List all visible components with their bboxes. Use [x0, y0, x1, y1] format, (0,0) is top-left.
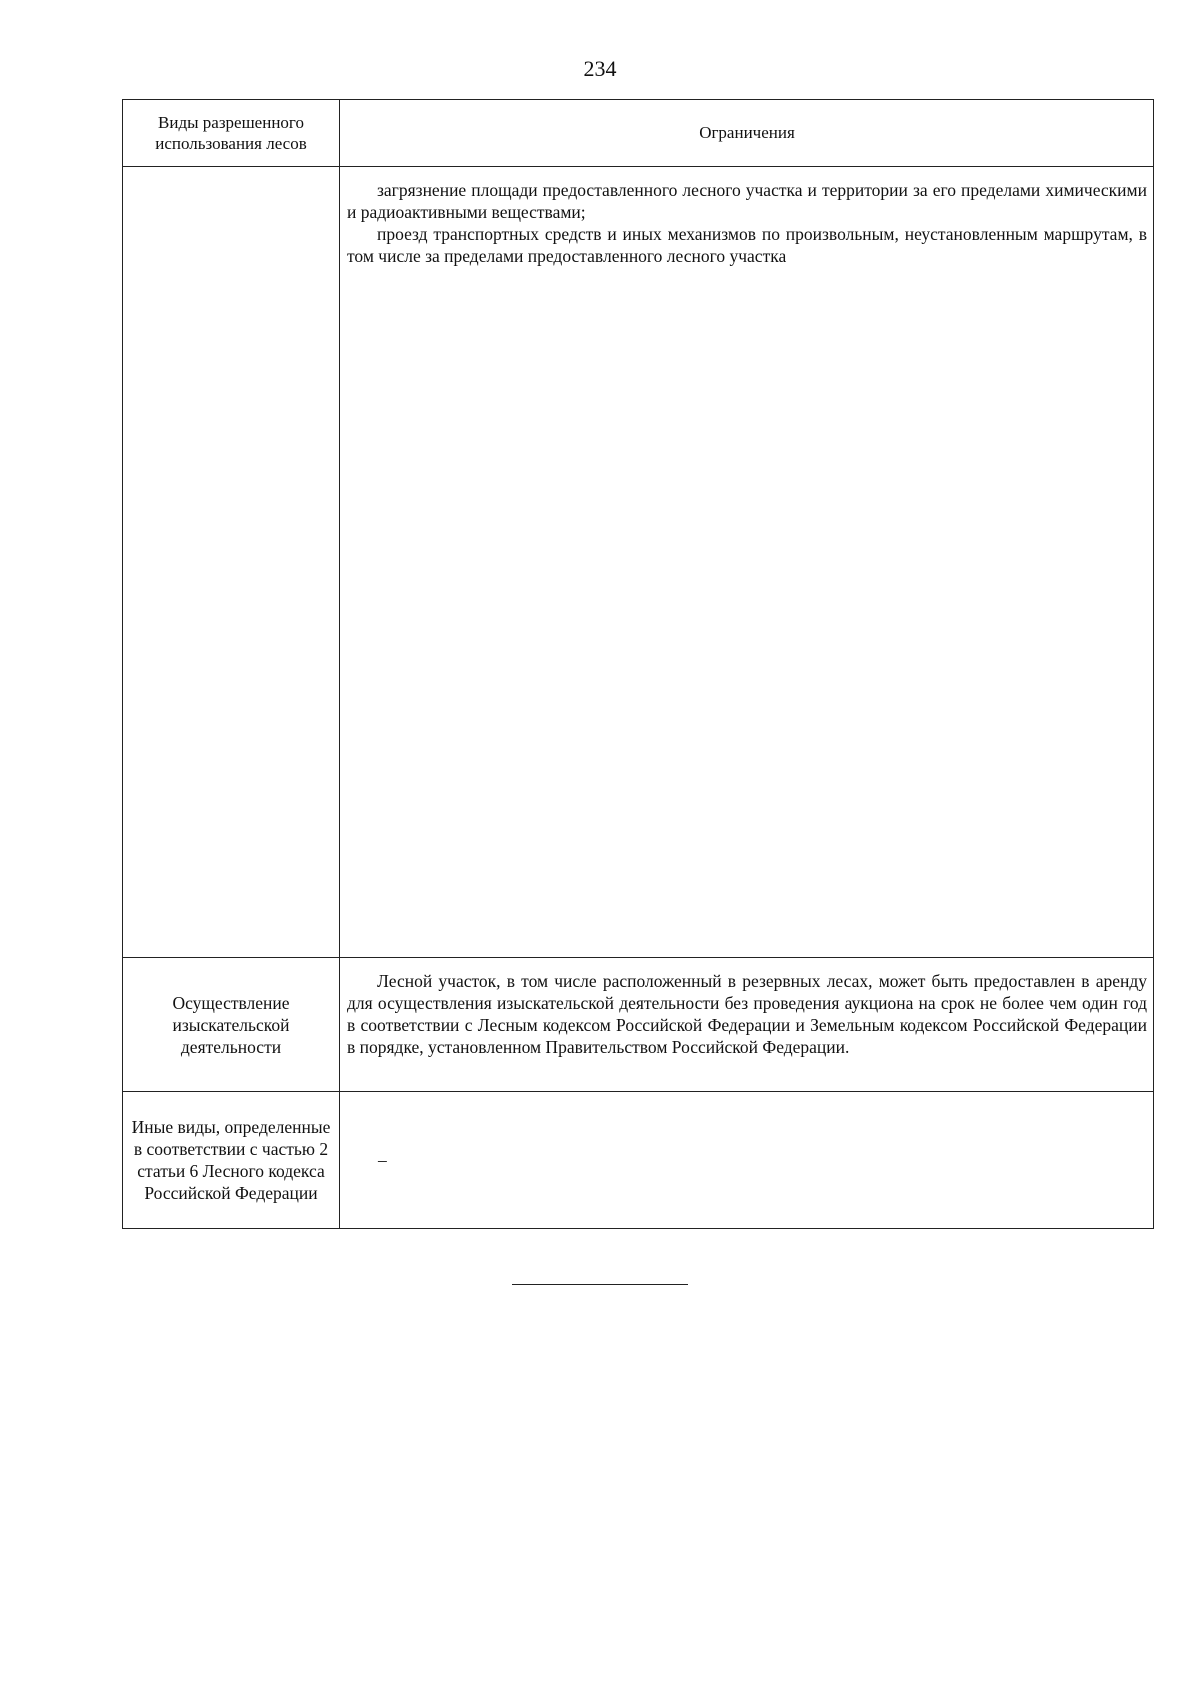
table-row: [123, 958, 1153, 1092]
use-type-cell: Осуществление изыскательской деятельности: [123, 958, 340, 1091]
header-forest-use-types: Виды разрешенного использования лесов: [123, 100, 340, 166]
use-type-cell: [123, 167, 340, 957]
restrictions-table: [122, 99, 1154, 1229]
footer-rule: [512, 1284, 688, 1285]
restrictions-cell: [340, 167, 1153, 957]
header-restrictions: Ограничения: [699, 123, 795, 142]
restriction-paragraph: загрязнение площади предоставленного лесного участка и территории за его пределами химическими и радиоактивными веществами;: [347, 180, 1147, 222]
page-number: 234: [583, 56, 617, 81]
restrictions-cell: [340, 958, 1153, 1091]
restriction-paragraph: Лесной участок, в том числе расположенный в резервных лесах, может быть предоставлен в аренду для осуществления изыскательской деятельности без проведения аукциона на срок не более чем один год в соответствии с Лесным кодексом Российской Федерации и Земельным кодексом Российской Федерации в порядке, установленном Правительством Российской Федерации.: [347, 971, 1147, 1057]
table-row: [123, 1092, 1153, 1228]
use-type-cell: Иные виды, определенные в соответствии с частью 2 статьи 6 Лесного кодекса Российской Федерации: [123, 1092, 340, 1228]
restrictions-cell: –: [378, 1150, 387, 1170]
table-row: [123, 167, 1153, 958]
restriction-paragraph: проезд транспортных средств и иных механизмов по произвольным, неустановленным маршрутам, в том числе за пределами предоставленного лесного участка: [347, 224, 1147, 266]
table-header-row: [123, 100, 1153, 167]
